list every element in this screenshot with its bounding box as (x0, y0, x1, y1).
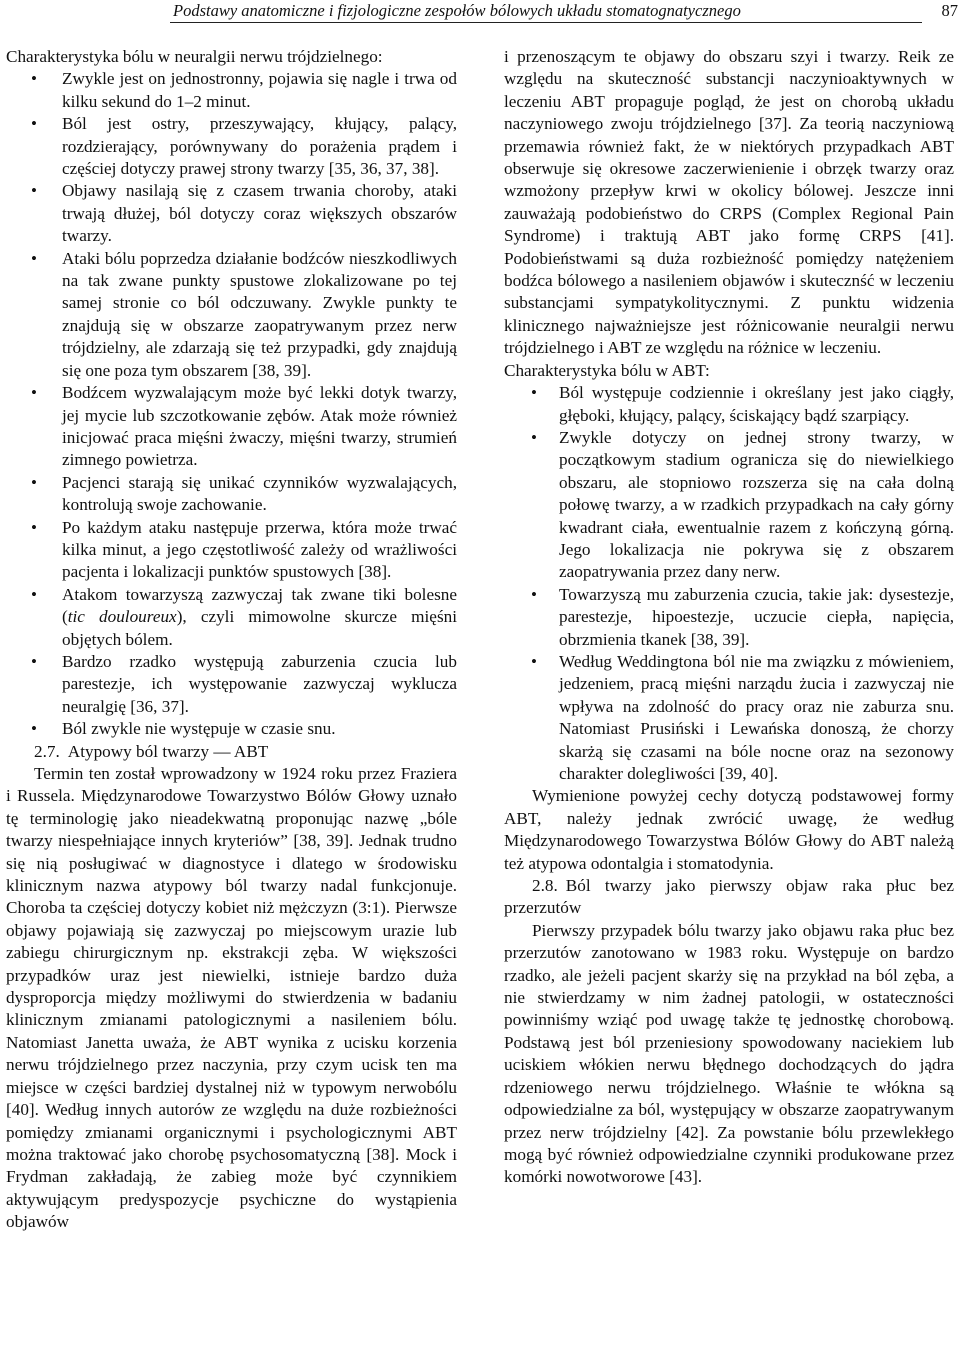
running-header-title: Podstawy anatomiczne i fizjologiczne zespołów bólowych układu stomatognatycznego (173, 1, 741, 20)
list-item: • Ataki bólu poprzedza działanie bodźców nieszkodliwych na tak zwane punkty spustowe zlokalizowane po tej samej stronie co ból odczuwany. Zwykle punkty te znajdują się w obszarze zaopatrywanym przez nerw trójdzielny, ale zdarzają się też przypadki, gdy znajdują się one poza tym obszarem [38, 39]. (6, 248, 457, 382)
right-column (504, 46, 954, 1189)
section-heading-2-7 (6, 741, 457, 763)
list-item: • Ból zwykle nie występuje w czasie snu. (6, 718, 457, 740)
list-item: • Według Weddingtona ból nie ma związku z mówieniem, jedzeniem, pracą mięśni narządu żucia i zazwyczaj nie wpływa na zdolność do pracy oraz nie zaburza snu. Natomiast Prusiński i Lewańska donoszą, że chorzy skarżą się czasami na bóle nocne oraz na sezonowy charakter dolegliwości [39, 40]. (504, 651, 954, 785)
neuralgia-characteristics-list (6, 68, 457, 740)
list-item: • Bardzo rzadko występują zaburzenia czucia lub parestezje, ich występowanie zazwyczaj wyklucza neuralgię [36, 37]. (6, 651, 457, 718)
continuation-paragraph: i przenoszącym te objawy do obszaru szyi i twarzy. Reik ze względu na skuteczność substancji naczynioaktywnych w leczeniu ABT propaguje pogląd, że jest on chorobą układu naczyniowego zwoju trójdzielnego [37]. Za teorią naczyniową przemawia również fakt, że w niektórych przypadkach ABT obserwuje się okresowe zaczerwienienie i obrzęk twarzy oraz wzmożony przepływ krwi w okolicy bólowej. Jeszcze inni zauważają podobieństwo do CRPS (Complex Regional Pain Syndrome) i traktują ABT jako formę CRPS [41]. Podobieństwami są duża rozbieżność pomiędzy natężeniem bodźca bólowego a nasileniem objawów i skutecznść w leczeniu substancjami sympatykolitycznymi. Z punktu widzenia klinicznego najważniejsze jest różnicowanie neuralgii nerwu trójdzielnego i ABT ze względu na różnice w leczeniu. (504, 47, 954, 358)
summary-paragraph: Wymienione powyżej cechy dotyczą podstawowej formy ABT, należy jednak zwrócić uwagę, że według Międzynarodowego Towarzystwa Bólów Głowy do ABT należą też atypowa odontalgia i stomatodynia. (504, 786, 954, 873)
list-item (6, 584, 457, 651)
list-item: • Ból jest ostry, przeszywający, kłujący, palący, rozdzierający, porównywany do porażenia prądem i częściej dotyczy prawej strony twarzy [35, 36, 37, 38]. (6, 113, 457, 180)
list-item: • Objawy nasilają się z czasem trwania choroby, ataki trwają dłużej, ból dotyczy coraz większych obszarów twarzy. (6, 180, 457, 247)
section-title: Atypowy ból twarzy — ABT (67, 741, 269, 761)
list-item: • Zwykle dotyczy on jednej strony twarzy, w początkowym stadium ogranicza się do niewielkiego obszaru, ale stopniowo rozszerza się na cała dolną połowę twarzy, a w rzadkich przypadkach na cały górny kwadrant ciała, ewentualnie razem z kończyną górną. Jego lokalizacja nie pokrywa się z obszarem zaopatrywania przez dany nerw. (504, 427, 954, 584)
tics-italic-term: tic douloureux (67, 607, 177, 627)
abt-characteristics-list (504, 382, 954, 785)
section-number: 2.7. (34, 741, 60, 761)
tics-text-before: Atakom towarzyszą zazwyczaj tak zwane tiki bolesne ( (62, 584, 457, 627)
list-item: • Towarzyszą mu zaburzenia czucia, takie jak: dysestezje, parestezje, hipoestezje, uczucie ciepła, napięcia, obrzmienia tkanek [38, 39]. (504, 584, 954, 651)
lung-cancer-paragraph: Pierwszy przypadek bólu twarzy jako objawu raka płuc bez przerzutów zanotowano w 1983 roku. Występuje on bardzo rzadko, ale jeżeli pacjent skarży się na przykład na ból zęba, a nie stwierdzamy w nim żadnej patologii, w ostateczności powinniśmy wziąć pod uwagę także tę jednostkę chorobową. Podstawą jest ból przeniesiony spowodowany naciekiem lub uciskiem włókien nerwu błędnego dochodzących do jądra rdzeniowego nerwu trójdzielnego. Właśnie te włókna są odpowiedzialne za ból, występujący w obszarze zaopatrywanym przez nerw trójdzielny [42]. Za powstanie bólu przewlekłego mogą być również odpowiedzialne czynniki produkowane przez komórki nowotworowe [43]. (504, 920, 954, 1187)
neuralgia-characteristics-heading: Charakterystyka bólu w neuralgii nerwu trójdzielnego: (6, 47, 383, 66)
list-item: • Ból występuje codziennie i określany jest jako ciągły, głęboki, kłujący, palący, ściskający bądź szarpiący. (504, 382, 954, 427)
page-number: 87 (941, 1, 958, 20)
left-column (6, 46, 457, 1234)
list-item: • Zwykle jest on jednostronny, pojawia się nagle i trwa od kilku sekund do 1–2 minut. (6, 68, 457, 113)
header-rule (170, 22, 922, 23)
section-heading-2-8 (504, 875, 954, 920)
list-item: • Po każdym ataku następuje przerwa, która może trwać kilka minut, a jego częstotliwość zależy od wrażliwości pacjenta i lokalizacji punktów spustowych [38]. (6, 517, 457, 584)
section-title: Ból twarzy jako pierwszy objaw raka płuc bez przerzutów (504, 876, 954, 918)
abt-paragraph: Termin ten został wprowadzony w 1924 roku przez Fraziera i Russela. Międzynarodowe Towarzystwo Bólów Głowy uznało tę terminologię jako nieadekwatną proponując nazwę „bóle twarzy niespełniające innych kryteriów” [38, 39]. Jednak trudno się nią posługiwać w diagnostyce i dlatego w środowisku klinicznym nazwa atypowy ból twarzy nadal funkcjonuje. Choroba ta częściej dotyczy kobiet niż mężczyzn (3:1). Pierwsze objawy pojawiają się zazwyczaj po miejscowym urazie lub zabiegu chirurgicznym np. ekstrakcji zęba. W większości przypadków uraz jest niewielki, istnieje bardzo duża dysproporcja między możliwymi do stwierdzenia w badaniu klinicznym zmianami patologicznymi a nasileniem bólu. Natomiast Janetta uważa, że ABT wynika z ucisku korzenia nerwu trójdzielnego przez naczynia, przy czym ucisk ten ma miejsce w części bardziej dystalnej niż w typowym nerwobólu [40]. Według innych autorów ze względu na duże rozbieżności pomiędzy zmianami organicznymi i psychologicznymi ABT można traktować jako chorobę psychosomatyczną [38]. Mock i Frydman zakładają, że zabieg może być czynnikiem aktywującym predyspozycje psychiczne do wystąpienia objawów (6, 764, 457, 1232)
abt-characteristics-heading: Charakterystyka bólu w ABT: (504, 360, 710, 380)
section-number: 2.8. (532, 876, 558, 896)
list-item: • Pacjenci starają się unikać czynników wyzwalających, kontrolują swoje zachowanie. (6, 472, 457, 517)
running-header (0, 0, 960, 26)
list-item: • Bodźcem wyzwalającym może być lekki dotyk twarzy, jej mycie lub szczotkowanie zębów. Atak może również inicjować praca mięśni żwaczy, mięśni twarzy, strumień zimnego powietrza. (6, 382, 457, 472)
tics-text-after: ), czyli mimowolne skurcze mięśni objętych bólem. (62, 607, 457, 649)
